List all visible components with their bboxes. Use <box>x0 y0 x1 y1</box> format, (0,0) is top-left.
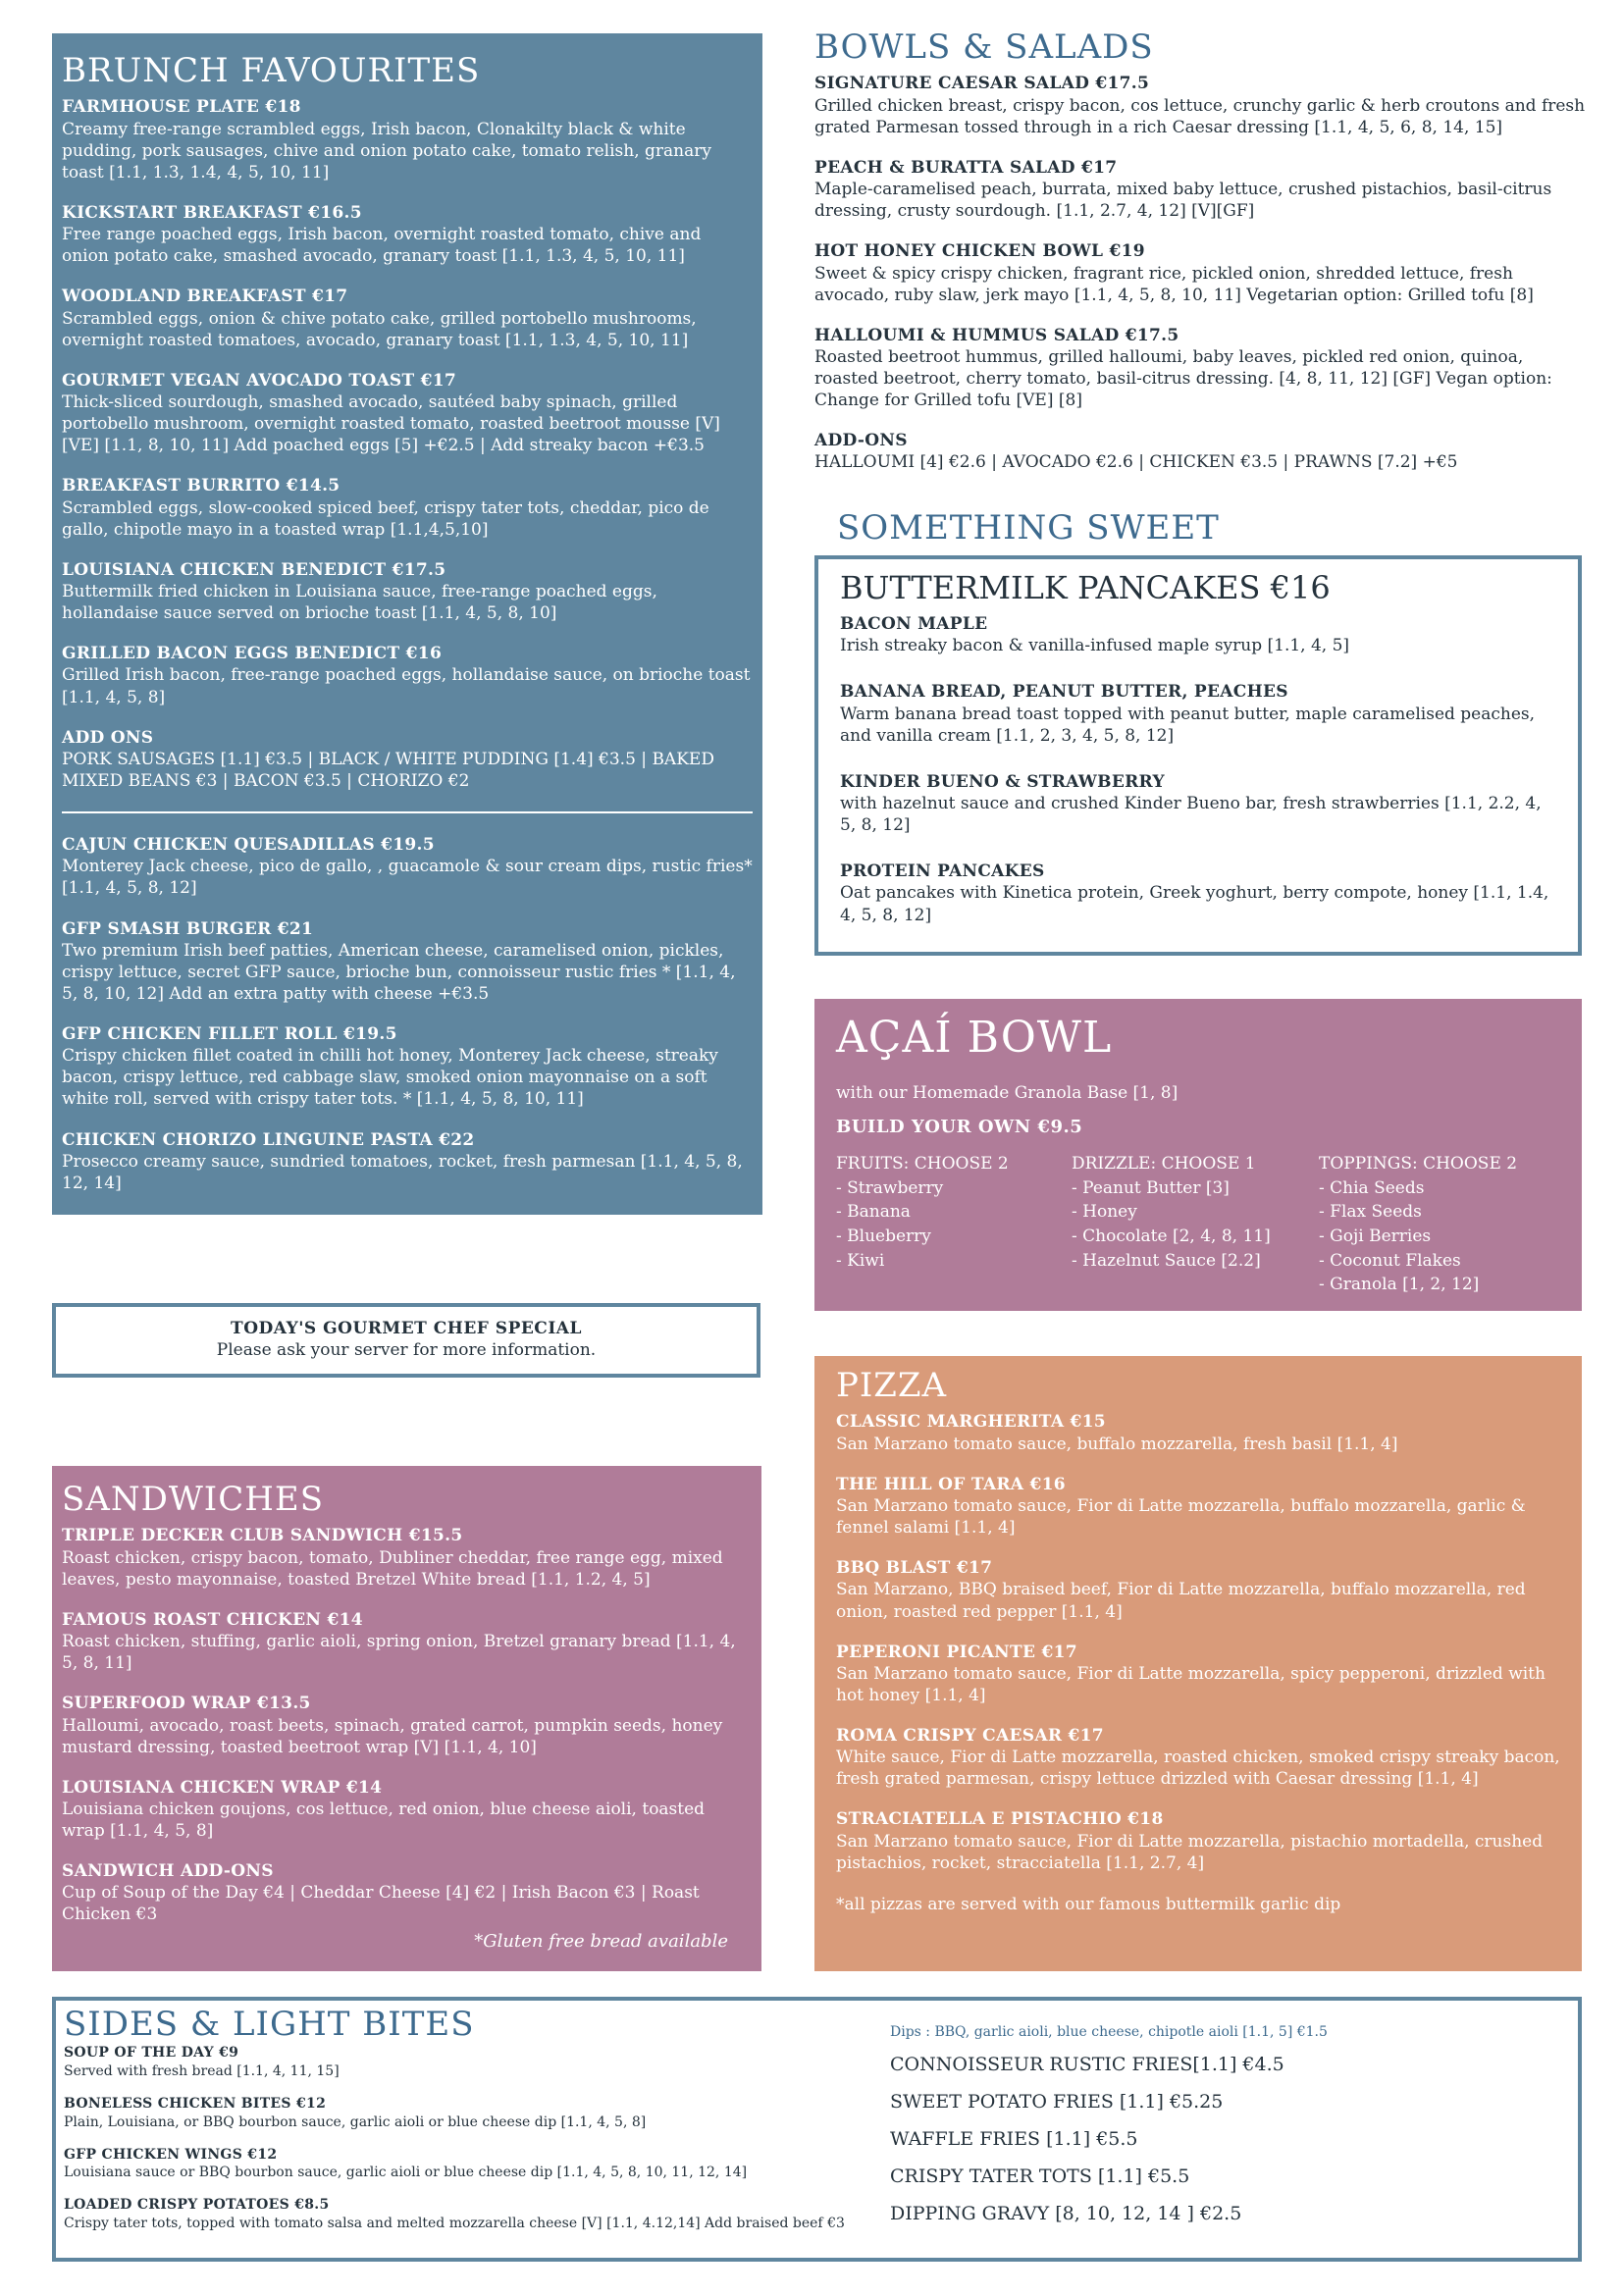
menu-item <box>62 476 753 540</box>
item-description: Maple-caramelised peach, burrata, mixed baby lettuce, crushed pistachios, basil-citrus dressing, crusty sourdough. [1.1, 2.7, 4, 12] [V][GF] <box>814 180 1552 222</box>
menu-item <box>62 560 753 624</box>
pizza-title: PIZZA <box>836 1366 948 1405</box>
item-name: SANDWICH ADD-ONS <box>62 1861 274 1882</box>
item-description: Irish streaky bacon & vanilla-infused maple syrup [1.1, 4, 5] <box>840 636 1350 656</box>
item-name: HOT HONEY CHICKEN BOWL €19 <box>814 241 1145 262</box>
item-name: WOODLAND BREAKFAST €17 <box>62 287 348 307</box>
topping-option: - Granola [1, 2, 12] <box>1319 1275 1480 1295</box>
menu-item <box>62 203 753 267</box>
menu-item <box>62 644 753 707</box>
menu-item <box>814 326 1590 412</box>
item-description: San Marzano tomato sauce, buffalo mozzarella, fresh basil [1.1, 4] <box>836 1434 1398 1454</box>
item-name: BACON MAPLE <box>840 614 988 634</box>
menu-item <box>814 431 1590 473</box>
item-name: ADD-ONS <box>814 431 908 451</box>
dips-line: Dips : BBQ, garlic aioli, blue cheese, chipotle aioli [1.1, 5] €1.5 <box>890 2024 1328 2040</box>
item-description: Sweet & spicy crispy chicken, fragrant rice, pickled onion, shredded lettuce, fresh avocado, ruby slaw, jerk mayo [1.1, 4, 5, 8, 10, 11] Vegetarian option: Grilled tofu [8] <box>814 263 1534 305</box>
drizzle-option: - Honey <box>1072 1202 1137 1223</box>
item-name: LOUISIANA CHICKEN WRAP €14 <box>62 1777 383 1798</box>
menu-item <box>840 682 1558 746</box>
item-name: GFP CHICKEN FILLET ROLL €19.5 <box>62 1024 397 1045</box>
sweet-title: SOMETHING SWEET <box>837 508 1220 548</box>
sides-right <box>890 2024 1328 2240</box>
item-description: Crispy tater tots, topped with tomato salsa and melted mozzarella cheese [V] [1.1, 4.12,14] Add braised beef €3 <box>64 2215 845 2231</box>
fries-item: SWEET POTATO FRIES [1.1] €5.25 <box>890 2091 1224 2113</box>
item-name: BBQ BLAST €17 <box>836 1558 993 1579</box>
pancakes-list <box>840 614 1558 926</box>
menu-item <box>62 919 753 1006</box>
drizzle-title: DRIZZLE: CHOOSE 1 <box>1072 1154 1256 1174</box>
item-description: with hazelnut sauce and crushed Kinder Bueno bar, fresh strawberries [1.1, 2.2, 4, 5, 8, 12] <box>840 794 1542 836</box>
item-name: TRIPLE DECKER CLUB SANDWICH €15.5 <box>62 1526 463 1546</box>
item-name: CHICKEN CHORIZO LINGUINE PASTA €22 <box>62 1129 475 1150</box>
special-text: Please ask your server for more information. <box>216 1340 597 1360</box>
item-description: San Marzano, BBQ braised beef, Fior di Latte mozzarella, buffalo mozzarella, red onion, roasted red pepper [1.1, 4] <box>836 1580 1526 1622</box>
item-description: Cup of Soup of the Day €4 | Cheddar Cheese [4] €2 | Irish Bacon €3 | Roast Chicken €3 <box>62 1883 700 1925</box>
acai-toppings <box>1319 1152 1517 1297</box>
menu-item <box>836 1643 1560 1706</box>
item-description: Warm banana bread toast topped with peanut butter, maple caramelised peaches, and vanilla cream [1.1, 2, 3, 4, 5, 8, 12] <box>840 704 1536 746</box>
toppings-title: TOPPINGS: CHOOSE 2 <box>1319 1154 1518 1174</box>
menu-item <box>64 2147 845 2182</box>
menu-item <box>814 158 1590 222</box>
item-description: Halloumi, avocado, roast beets, spinach, grated carrot, pumpkin seeds, honey mustard dressing, toasted beetroot wrap [V] [1.1, 4, 10] <box>62 1715 723 1757</box>
item-description: Creamy free-range scrambled eggs, Irish bacon, Clonakilty black & white pudding, pork sausages, chive and onion potato cake, tomato relish, granary toast [1.1, 1.3, 1.4, 4, 5, 10, 11] <box>62 119 711 183</box>
menu-item <box>814 241 1590 305</box>
fruit-option: - Blueberry <box>836 1226 931 1246</box>
item-description: San Marzano tomato sauce, Fior di Latte mozzarella, buffalo mozzarella, garlic & fennel salami [1.1, 4] <box>836 1495 1526 1539</box>
menu-item <box>62 1861 752 1925</box>
fruit-option: - Banana <box>836 1202 911 1223</box>
sides-box <box>52 1997 1582 2262</box>
menu-item <box>62 371 753 457</box>
item-name: CLASSIC MARGHERITA €15 <box>836 1412 1106 1433</box>
item-description: Two premium Irish beef patties, American cheese, caramelised onion, pickles, crispy lettuce, secret GFP sauce, brioche bun, connoisseur rustic fries * [1.1, 4, 5, 8, 10, 12] Add an extra patty with cheese +€3.5 <box>62 940 736 1004</box>
menu-item <box>62 728 753 792</box>
fries-item: WAFFLE FRIES [1.1] €5.5 <box>890 2128 1138 2150</box>
menu-item <box>64 2197 845 2232</box>
sides-list <box>64 2045 845 2232</box>
item-name: BONELESS CHICKEN BITES €12 <box>64 2096 327 2113</box>
item-description: Scrambled eggs, onion & chive potato cake, grilled portobello mushrooms, overnight roasted tomatoes, avocado, granary toast [1.1, 1.3, 4, 5, 10, 11] <box>62 308 697 350</box>
item-name: HALLOUMI & HUMMUS SALAD €17.5 <box>814 325 1179 345</box>
sides-title: SIDES & LIGHT BITES <box>64 2005 475 2044</box>
item-name: KICKSTART BREAKFAST €16.5 <box>62 202 362 223</box>
bowls-title: BOWLS & SALADS <box>814 27 1154 67</box>
item-description: Roasted beetroot hummus, grilled halloumi, baby leaves, pickled red onion, quinoa, roasted beetroot, cherry tomato, basil-citrus dressing. [4, 8, 11, 12] [GF] Vegan option: Change for Grilled tofu [VE] [8] <box>814 346 1552 411</box>
menu-item <box>840 861 1558 925</box>
topping-option: - Coconut Flakes <box>1319 1250 1461 1271</box>
bowls-list <box>814 74 1590 473</box>
item-name: LOUISIANA CHICKEN BENEDICT €17.5 <box>62 559 446 580</box>
item-description: Roast chicken, crispy bacon, tomato, Dubliner cheddar, free range egg, mixed leaves, pesto mayonnaise, toasted Bretzel White bread [1.1, 1.2, 4, 5] <box>62 1547 723 1590</box>
fries-item: CONNOISSEUR RUSTIC FRIES[1.1] €4.5 <box>890 2054 1284 2075</box>
item-description: Scrambled eggs, slow-cooked spiced beef, crispy tater tots, cheddar, pico de gallo, chipotle mayo in a toasted wrap [1.1,4,5,10] <box>62 497 709 540</box>
sweet-heading <box>837 510 1220 554</box>
menu-item <box>64 2096 845 2131</box>
item-name: PROTEIN PANCAKES <box>840 861 1045 882</box>
menu-item <box>62 1526 752 1590</box>
menu-item <box>840 614 1558 656</box>
acai-build: BUILD YOUR OWN €9.5 <box>836 1117 1083 1137</box>
item-name: GOURMET VEGAN AVOCADO TOAST €17 <box>62 370 457 391</box>
menu-item <box>62 97 753 183</box>
menu-item <box>62 1694 752 1757</box>
brunch-panel <box>52 33 762 1235</box>
item-name: GFP CHICKEN WINGS €12 <box>64 2146 278 2163</box>
item-name: BREAKFAST BURRITO €14.5 <box>62 476 341 496</box>
menu-item <box>840 772 1558 836</box>
acai-drizzle <box>1072 1152 1271 1273</box>
acai-fruits <box>836 1152 1009 1273</box>
item-name: GRILLED BACON EGGS BENEDICT €16 <box>62 644 443 664</box>
menu-item <box>64 2045 845 2080</box>
item-name: GFP SMASH BURGER €21 <box>62 918 314 939</box>
topping-option: - Goji Berries <box>1319 1226 1432 1246</box>
item-name: CAJUN CHICKEN QUESADILLAS €19.5 <box>62 835 435 856</box>
item-description: Grilled Irish bacon, free-range poached eggs, hollandaise sauce, on brioche toast [1.1, 4, 5, 8] <box>62 665 751 707</box>
fries-item: CRISPY TATER TOTS [1.1] €5.5 <box>890 2166 1190 2187</box>
item-name: FARMHOUSE PLATE €18 <box>62 97 301 118</box>
item-name: PEACH & BURATTA SALAD €17 <box>814 157 1118 178</box>
sandwiches-panel <box>52 1466 761 1971</box>
item-name: SUPERFOOD WRAP €13.5 <box>62 1694 311 1714</box>
menu-item <box>836 1475 1560 1539</box>
item-name: THE HILL OF TARA €16 <box>836 1474 1066 1494</box>
item-name: PEPERONI PICANTE €17 <box>836 1642 1077 1662</box>
pancakes-title: BUTTERMILK PANCAKES €16 <box>840 569 1331 606</box>
item-name: LOADED CRISPY POTATOES €8.5 <box>64 2197 330 2214</box>
brunch-list-mains <box>62 835 753 1194</box>
item-name: STRACIATELLA E PISTACHIO €18 <box>836 1809 1164 1830</box>
brunch-note: *Dishes marked: Upgrade to Sweet Potato Fries or Waffle Fries +€1 <box>62 1215 640 1235</box>
menu-item <box>836 1412 1560 1454</box>
item-description: Buttermilk fried chicken in Louisiana sauce, free-range poached eggs, hollandaise sauce served on brioche toast [1.1, 4, 5, 8, 10] <box>62 582 657 624</box>
item-name: KINDER BUENO & STRAWBERRY <box>840 771 1165 792</box>
fries-list <box>890 2054 1328 2224</box>
item-name: SIGNATURE CAESAR SALAD €17.5 <box>814 74 1150 94</box>
fruit-option: - Strawberry <box>836 1177 944 1198</box>
pizza-list <box>836 1412 1560 1874</box>
menu-item <box>62 1778 752 1842</box>
sandwich-list <box>62 1526 752 1925</box>
bowls-section <box>814 29 1590 481</box>
pizza-panel <box>814 1356 1582 1971</box>
fruits-title: FRUITS: CHOOSE 2 <box>836 1154 1009 1174</box>
item-description: Plain, Louisiana, or BBQ bourbon sauce, garlic aioli or blue cheese dip [1.1, 4, 5, 8] <box>64 2113 647 2130</box>
menu-item <box>836 1809 1560 1873</box>
item-description: Prosecco creamy sauce, sundried tomatoes, rocket, fresh parmesan [1.1, 4, 5, 8, 12, 14] <box>62 1151 743 1193</box>
drizzle-option: - Peanut Butter [3] <box>1072 1177 1230 1198</box>
item-description: Thick-sliced sourdough, smashed avocado, sautéed baby spinach, grilled portobello mushroom, overnight roasted tomato, roasted beetroot mousse [V] [VE] [1.1, 8, 10, 11] Add poached eggs [5] +€2.5 | Add streaky bacon +€3.5 <box>62 392 720 456</box>
acai-subtitle: with our Homemade Granola Base [1, 8] <box>836 1083 1179 1103</box>
brunch-divider <box>62 811 753 813</box>
acai-title: AÇAÍ BOWL <box>836 1013 1113 1063</box>
brunch-title: BRUNCH FAVOURITES <box>62 51 481 90</box>
item-name: ROMA CRISPY CAESAR €17 <box>836 1726 1104 1747</box>
pancakes-box <box>814 555 1582 956</box>
item-name: FAMOUS ROAST CHICKEN €14 <box>62 1609 363 1630</box>
fruit-option: - Kiwi <box>836 1250 885 1271</box>
item-name: SOUP OF THE DAY €9 <box>64 2045 239 2061</box>
drizzle-option: - Hazelnut Sauce [2.2] <box>1072 1250 1261 1271</box>
item-name: ADD ONS <box>62 727 154 748</box>
acai-panel <box>814 999 1582 1311</box>
menu-item <box>62 835 753 899</box>
menu-item <box>62 1130 753 1194</box>
item-description: White sauce, Fior di Latte mozzarella, roasted chicken, smoked crispy streaky bacon, fresh grated parmesan, crispy lettuce drizzled with Caesar dressing [1.1, 4] <box>836 1748 1560 1790</box>
item-description: Oat pancakes with Kinetica protein, Greek yoghurt, berry compote, honey [1.1, 1.4, 4, 5, 8, 12] <box>840 883 1549 925</box>
pizza-note: *all pizzas are served with our famous buttermilk garlic dip <box>836 1894 1341 1914</box>
menu-item <box>836 1558 1560 1622</box>
drizzle-option: - Chocolate [2, 4, 8, 11] <box>1072 1226 1271 1246</box>
menu-item <box>836 1726 1560 1790</box>
item-description: HALLOUMI [4] €2.6 | AVOCADO €2.6 | CHICKEN €3.5 | PRAWNS [7.2] +€5 <box>814 452 1458 473</box>
item-description: Grilled chicken breast, crispy bacon, cos lettuce, crunchy garlic & herb croutons and fresh grated Parmesan tossed through in a rich Caesar dressing [1.1, 4, 5, 6, 8, 14, 15] <box>814 95 1586 137</box>
item-description: Served with fresh bread [1.1, 4, 11, 15] <box>64 2062 340 2079</box>
toppings-list <box>1319 1176 1517 1297</box>
fruits-list <box>836 1176 1009 1274</box>
menu-item <box>62 287 753 350</box>
drizzle-list <box>1072 1176 1271 1274</box>
special-box <box>52 1303 760 1378</box>
item-description: San Marzano tomato sauce, Fior di Latte mozzarella, pistachio mortadella, crushed pistachios, rocket, stracciatella [1.1, 2.7, 4] <box>836 1831 1544 1873</box>
item-description: Louisiana chicken goujons, cos lettuce, red onion, blue cheese aioli, toasted wrap [1.1, 4, 5, 8] <box>62 1799 706 1842</box>
item-description: Free range poached eggs, Irish bacon, overnight roasted tomato, chive and onion potato cake, smashed avocado, granary toast [1.1, 1.3, 4, 5, 10, 11] <box>62 225 702 267</box>
fries-item: DIPPING GRAVY [8, 10, 12, 14 ] €2.5 <box>890 2203 1242 2224</box>
item-description: San Marzano tomato sauce, Fior di Latte mozzarella, spicy pepperoni, drizzled with hot honey [1.1, 4] <box>836 1663 1545 1705</box>
item-description: Roast chicken, stuffing, garlic aioli, spring onion, Bretzel granary bread [1.1, 4, 5, 8, 11] <box>62 1632 736 1674</box>
gluten-free-note: *Gluten free bread available <box>474 1931 728 1952</box>
topping-option: - Chia Seeds <box>1319 1177 1425 1198</box>
menu-item <box>62 1024 753 1111</box>
menu-item <box>814 74 1590 137</box>
menu-item <box>62 1610 752 1674</box>
special-title: TODAY'S GOURMET CHEF SPECIAL <box>231 1319 582 1338</box>
brunch-list <box>62 97 753 792</box>
sandwiches-title: SANDWICHES <box>62 1480 325 1519</box>
item-name: BANANA BREAD, PEANUT BUTTER, PEACHES <box>840 682 1288 703</box>
item-description: PORK SAUSAGES [1.1] €3.5 | BLACK / WHITE PUDDING [1.4] €3.5 | BAKED MIXED BEANS €3 | BACON €3.5 | CHORIZO €2 <box>62 749 714 791</box>
item-description: Crispy chicken fillet coated in chilli hot honey, Monterey Jack cheese, streaky bacon, crispy lettuce, red cabbage slaw, smoked onion mayonnaise on a soft white roll, served with crispy tater tots. * [1.1, 4, 5, 8, 10, 11] <box>62 1046 718 1110</box>
item-description: Louisiana sauce or BBQ bourbon sauce, garlic aioli or blue cheese dip [1.1, 4, 5, 8, 10, 11, 12, 14] <box>64 2165 748 2181</box>
item-description: Monterey Jack cheese, pico de gallo, , guacamole & sour cream dips, rustic fries* [1.1, 4, 5, 8, 12] <box>62 857 753 899</box>
topping-option: - Flax Seeds <box>1319 1202 1422 1223</box>
